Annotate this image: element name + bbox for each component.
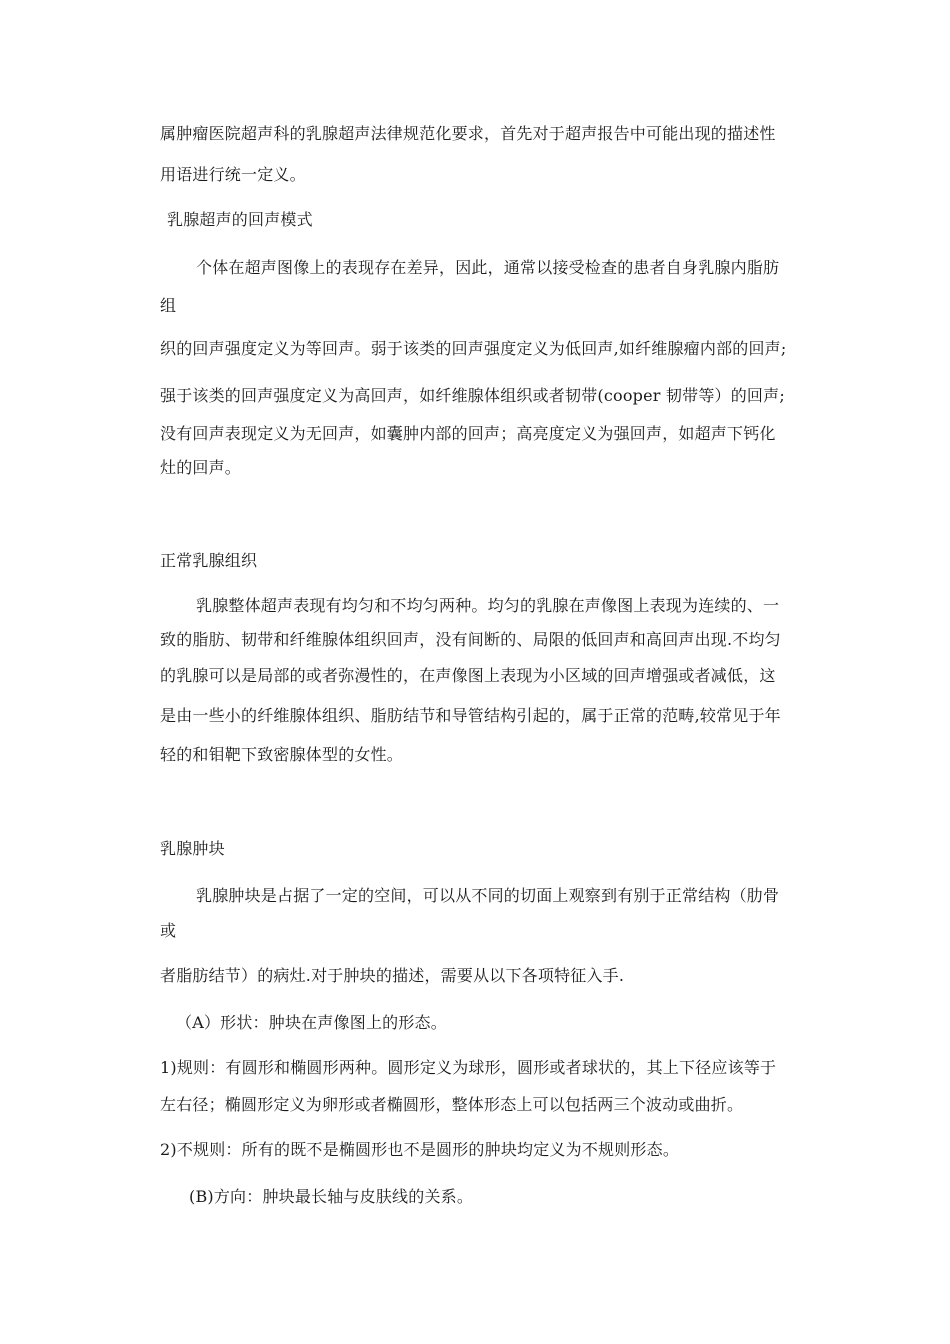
normal-line-5: 轻的和钼靶下致密腺体型的女性。 <box>160 745 404 764</box>
echo-line-6: 灶的回声。 <box>160 458 242 477</box>
section-heading-normal-tissue: 正常乳腺组织 <box>160 551 258 570</box>
mass-line-2: 或 <box>160 921 177 940</box>
normal-line-4: 是由一些小的纤维腺体组织、脂肪结节和导管结构引起的，属于正常的范畴,较常见于年 <box>160 706 781 725</box>
shape-heading: （A）形状：肿块在声像图上的形态。 <box>176 1013 447 1032</box>
intro-line-2: 用语进行统一定义。 <box>160 165 306 184</box>
section-heading-echo-mode: 乳腺超声的回声模式 <box>167 210 313 229</box>
shape-irregular-line: 2)不规则：所有的既不是椭圆形也不是圆形的肿块均定义为不规则形态。 <box>160 1140 680 1159</box>
normal-line-3: 的乳腺可以是局部的或者弥漫性的，在声像图上表现为小区域的回声增强或者减低，这 <box>160 666 776 685</box>
mass-line-3: 者脂肪结节）的病灶.对于肿块的描述，需要从以下各项特征入手. <box>160 966 625 985</box>
direction-heading: (B)方向：肿块最长轴与皮肤线的关系。 <box>189 1187 474 1206</box>
normal-line-1: 乳腺整体超声表现有均匀和不均匀两种。均匀的乳腺在声像图上表现为连续的、一 <box>196 596 780 615</box>
intro-line-1: 属肿瘤医院超声科的乳腺超声法律规范化要求，首先对于超声报告中可能出现的描述性 <box>160 124 776 143</box>
echo-line-3: 织的回声强度定义为等回声。弱于该类的回声强度定义为低回声,如纤维腺瘤内部的回声; <box>160 339 787 358</box>
section-heading-breast-mass: 乳腺肿块 <box>160 839 225 858</box>
shape-regular-line-2: 左右径；椭圆形定义为卵形或者椭圆形，整体形态上可以包括两三个波动或曲折。 <box>160 1095 744 1114</box>
normal-line-2: 致的脂肪、韧带和纤维腺体组织回声，没有间断的、局限的低回声和高回声出现.不均匀 <box>160 630 781 649</box>
echo-line-5: 没有回声表现定义为无回声，如囊肿内部的回声；高亮度定义为强回声，如超声下钙化 <box>160 424 776 443</box>
echo-line-4: 强于该类的回声强度定义为高回声，如纤维腺体组织或者韧带(cooper 韧带等）的回声; <box>160 386 785 405</box>
echo-line-1: 个体在超声图像上的表现存在差异，因此，通常以接受检查的患者自身乳腺内脂肪 <box>196 258 780 277</box>
shape-regular-line-1: 1)规则：有圆形和椭圆形两种。圆形定义为球形，圆形或者球状的，其上下径应该等于 <box>160 1058 777 1077</box>
echo-line-2: 组 <box>160 296 177 315</box>
mass-line-1: 乳腺肿块是占据了一定的空间，可以从不同的切面上观察到有别于正常结构（肋骨 <box>196 886 780 905</box>
